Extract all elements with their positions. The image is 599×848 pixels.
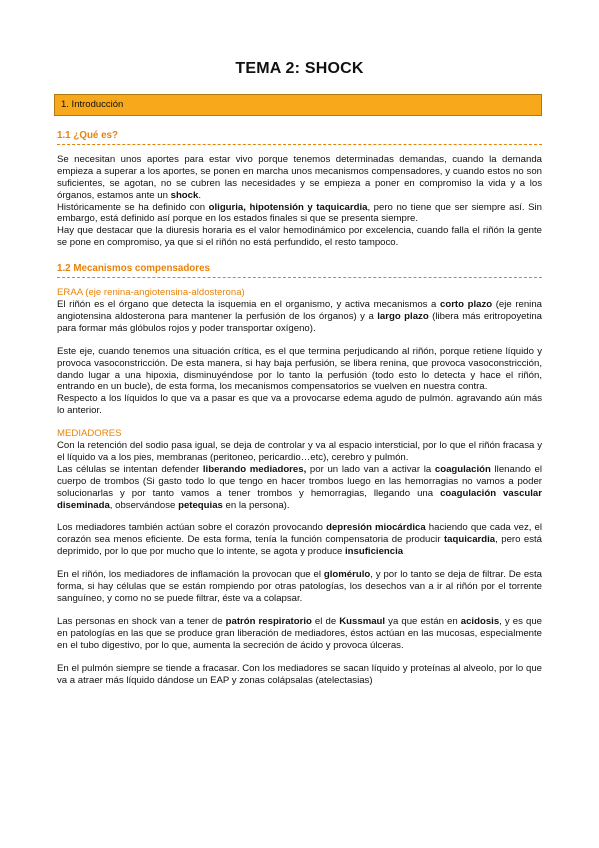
document-body [57, 130, 542, 686]
paragraph: Las células se intentan defender liberando mediadores, por un lado van a activar la coagulación llenando el cuerpo de trombos (Si gasto todo lo que tengo en hacer trombos luego en las hemorragias no vamos a poder solucionarlas y por tanto vamos a tener trombos y hemorragias, llegando una coagulación vascular diseminada, observándose petequias en la persona). [57, 463, 542, 511]
paragraph: Las personas en shock van a tener de patrón respiratorio el de Kussmaul ya que están en acidosis, y es que en patologías en las que se produce gran liberación de mediadores, éstos actúan en las mucosas, especialmente en el tubo digestivo, por lo que, aumenta la secreción de ácido y provoca úlceras. [57, 615, 543, 651]
paragraph: Este eje, cuando tenemos una situación crítica, es el que termina perjudicando al riñón, porque retiene líquido y provoca vasoconstricción. De esta manera, si hay baja perfusión, se libera renina, que provoca vasoconstricción, dando lugar a una hipoxia, disminuyéndose por lo tanto la perfusión (todo esto lo detecta y hace el riñón, entrando en un bucle), de esta forma, los mecanismos compensatorios se vuelven en nuestra contra. [57, 345, 542, 393]
paragraph: En el riñón, los mediadores de inflamación la provocan que el glomérulo, y por lo tanto se deja de filtrar. De esta forma, si hay células que se están rompiendo por otras patologías, los desechos van a ir al riñón por el torrente sanguíneo, y como no se puede filtrar, éste va a colapsar. [57, 569, 542, 604]
paragraph: El riñón es el órgano que detecta la isquemia en el organismo, y activa mecanismos a corto plazo (eje renina angiotensina aldosterona para mantener la perfusión de los órganos) y a largo plazo (libera más eritropoyetina para formar más glóbulos rojos y poder transportar oxígeno). [57, 298, 542, 334]
subsection-title: 1.2 Mecanismos compensadores [57, 263, 542, 278]
paragraph: Respecto a los líquidos lo que va a pasar es que va a provocarse edema agudo de pulmón. agravando aún más lo anterior. [57, 393, 542, 417]
paragraph: Históricamente se ha definido con oliguria, hipotensión y taquicardia, pero no tiene que ser siempre así. Sin embargo, está definido así porque en los estados finales si que se presenta siempre. [57, 201, 543, 225]
topic-heading: MEDIADORES [57, 428, 122, 440]
subsection-title: 1.1 ¿Qué es? [57, 130, 542, 145]
paragraph: Los mediadores también actúan sobre el corazón provocando depresión miocárdica haciendo que cada vez, el corazón sea menos eficiente. De esta forma, tenía la función compensatoria de producir taquicardia, pero está deprimido, por lo que por mucho que lo intente, se agota y produce insuficiencia [57, 522, 542, 558]
topic-heading: ERAA (eje renina-angiotensina-aldosterona) [57, 287, 245, 299]
section-header: 1. Introducción [54, 94, 542, 116]
paragraph: Con la retención del sodio pasa igual, se deja de controlar y va al espacio intersticial, por lo que el riñón fracasa y el líquido va a los pies, membranas (peritoneo, pericardio…etc), cerebro y pulmón. [57, 440, 542, 463]
page-title: TEMA 2: SHOCK [235, 60, 364, 77]
paragraph: Hay que destacar que la diuresis horaria es el valor hemodinámico por excelencia, cuando falla el riñón la gente se pone en compromiso, ya que si el riñón no está perfundido, el resto tampoco. [57, 225, 542, 249]
paragraph: Se necesitan unos aportes para estar vivo porque tenemos determinadas demandas, cuando la demanda empieza a superar a los aportes, se ponen en marcha unos mecanismos compensadores, y cuando estos no son suficientes, se agotan, no se cubren las necesidades y se empieza a poner en compromiso la vida y a los órganos, estamos ante un shock. [57, 153, 542, 201]
paragraph: En el pulmón siempre se tiende a fracasar. Con los mediadores se sacan líquido y proteínas al alveolo, por lo que va a atraer más líquido dándose un EAP y zonas colápsalas (atelectasias) [57, 662, 542, 686]
